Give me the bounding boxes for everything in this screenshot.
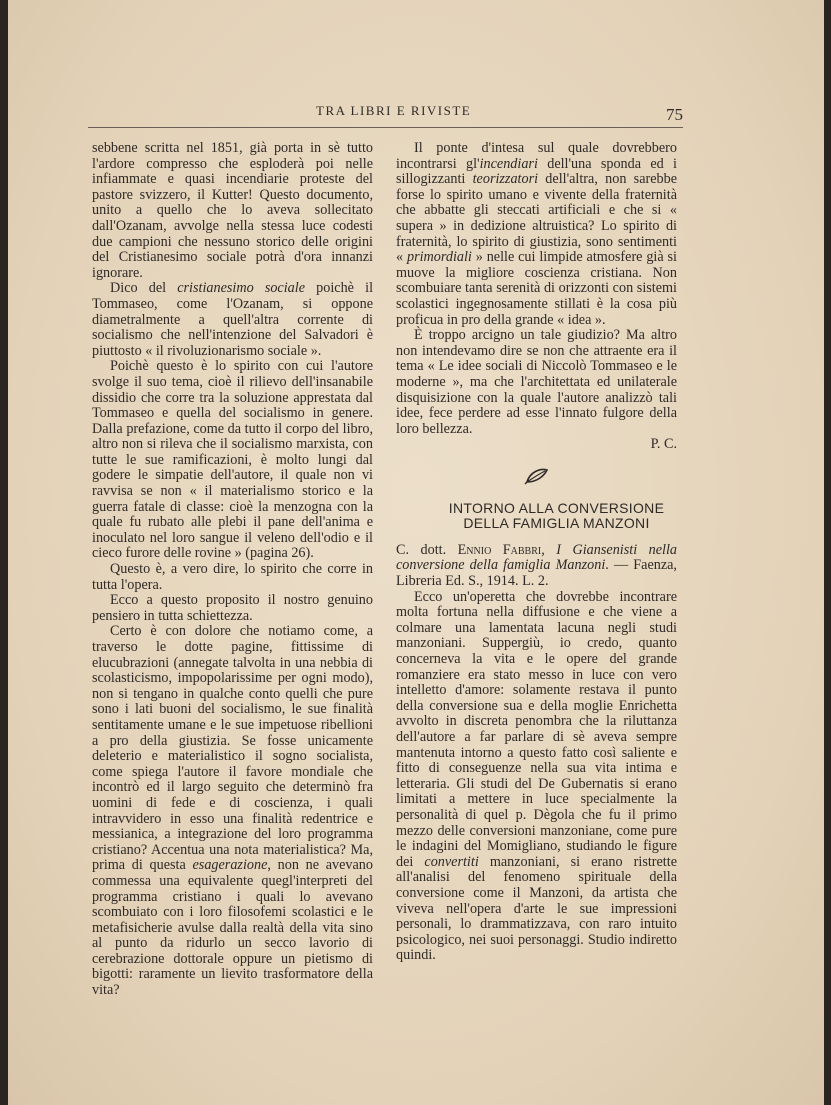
paragraph: Dico del cristianesimo sociale poichè il Tommaseo, come l'Ozanam, si oppone diametralmente a quell'altra corrente di socialismo che nell'intenzione del Salvadori è piuttosto « il rivoluzionarismo sociale ».: [92, 280, 374, 359]
italic-phrase: teorizzatori: [472, 171, 539, 188]
paragraph: sebbene scritta nel 1851, già porta in sè tutto l'ardore compresso che esploderà poi nelle infiammate e quasi incendiarie proteste del pastore svizzero, il Kutter! Questo documento, unito a quello che lo aveva sollecitato dall'Ozanam, avvolge nella stessa luce codesti due campioni che nessuno storico delle origini del Cristianesimo sociale potrà d'ora innanzi ignorare.: [92, 140, 373, 281]
running-title: TRA LIBRI E RIVISTE: [316, 103, 472, 118]
citation-title: I Giansenisti nella conversione della famiglia Manzoni: [396, 541, 677, 574]
paragraph: Ecco un'operetta che dovrebbe incontrare molta fortuna nella diffusione e che viene a colmare una lamentata lacuna negli studi manzoniani. Suppergiù, io credo, quanto concerneva la vita e le opere del grande romanziere era stato messo in luce con vero intelletto d'amore: solamente restava il punto della conversione sua e della moglie Enrichetta avvolto in discreta penombra che la riluttanza dell'autore a far parlare di sè aveva sempre mantenuta intorno a questo fatto così saliente e fitto di conseguenze nella sua vita intima e letteraria. Gli studi del De Gubernatis si erano limitati a mettere in luce specialmente la personalità di quel p. Dègola che fu il primo mezzo delle conversioni manzoniane, come pure le indagini del Momigliano, studiando le figure dei convertiti manzoniani, si erano ristrette all'analisi del fenomeno spirituale della conversione come il Manzoni, da artista che viveva nell'opera d'arte le sue impressioni personali, lo drammatizzava, con raro intuito psicologico, nei suoi personaggi. Studio indiretto quindi.: [396, 588, 677, 964]
right-column: [396, 141, 677, 964]
citation-author: Ennio Fabbri: [457, 541, 542, 558]
paragraph: Questo è, a vero dire, lo spirito che corre in tutta l'opera.: [92, 561, 373, 593]
article-title-line: INTORNO ALLA CONVERSIONE: [448, 499, 665, 516]
italic-phrase: cristianesimo sociale: [177, 280, 306, 297]
paragraph: Il ponte d'intesa sul quale dovrebbero incontrarsi gl'incendiari dell'una sponda ed i sillogizzanti teorizzatori dell'altra, non sarebbe forse lo spirito umano e vivente della fraternità che abbatte gli steccati artificiali e che si « supera » in dedizione altruistica? Lo spirito di fraternità, lo spirito di giustizia, sono sentimenti « primordiali » nelle cui limpide atmosfere già si muove la migliore coscienza cristiana. Non scombuiare tanta serenità di orizzonti con sistemi scolastici ingegnosamente stillati è la cosa più proficua in pro della grande « idea ».: [396, 140, 678, 328]
bibliographic-citation: C. dott. Ennio Fabbri, I Giansenisti nella conversione della famiglia Manzoni. — Faenza, Libreria Ed. S., 1914. L. 2.: [396, 541, 677, 590]
italic-phrase: convertiti: [424, 853, 479, 870]
paragraph: Certo è con dolore che notiamo come, a traverso le dotte pagine, fittissime di elucubrazioni (annegate talvolta in una nebbia di scolasticismo, impopolarissime per ogni modo), non si tengano in qualche conto quelli che pure sono i lati buoni del socialismo, le sue finalità sentitamente umane e le sue impetuose ribellioni a pro della giustizia. Se fosse unicamente deleterio e materialistico il sogno socialista, come spiega l'autore il favore mondiale che incontrò ed il largo seguito che determinò fra uomini di fede e di coscienza, i quali intravvidero in esso una finalità redentrice e messianica, a integrazione del loro programma cristiano? Accentua una nota materialistica? Ma, prima di questa esagerazione, non ne avevano commessa una equivalente quegl'interpreti del programma cristiano i quali lo avevano scombuiato con i loro filosofemi scolastici e le metafisicherie avulse dalla realtà della vita sino al punto da ridurlo un secco lavorio di cerebrazione dottorale oppure un pietismo di bigotti: raramente un lievito trasformatore della vita?: [92, 623, 373, 999]
paragraph: Poichè questo è lo spirito con cui l'autore svolge il suo tema, cioè il rilievo dell'insanabile dissidio che corre tra la soluzione apprestata dal Tommaseo e quella del socialismo in genere. Dalla prefazione, come da tutto il corpo del libro, altro non si rileva che il socialismo marxista, con tutte le sue ramificazioni, è molto lungi dal godere le simpatie dell'autore, il quale non vi ravvisa se non « il materialismo storico e la guerra fatale di classe: cioè la menzogna con la quale fu rubato alle plebi il pane dell'anima e inoculato nel loro sangue il veleno dell'odio e il cieco furore delle rovine » (pagina 26).: [92, 358, 373, 562]
paragraph: È troppo arcigno un tale giudizio? Ma altro non intendevamo dire se non che attraente era il tema « Le idee sociali di Niccolò Tommaseo e le moderne », ma che l'architettata ed unilaterale disquisizione con la quale l'autore analizzò tali idee, fece perdere ad esse l'innato fulgore della loro bellezza.: [396, 327, 677, 437]
leaf-ornament-svg: [524, 467, 550, 485]
article-title: [396, 501, 677, 531]
article-title-line: DELLA FAMIGLIA MANZONI: [463, 514, 650, 531]
italic-phrase: esagerazione: [192, 857, 268, 874]
signature-line: [396, 437, 677, 453]
italic-phrase: incendiari: [479, 155, 538, 172]
signature: P. C.: [650, 436, 677, 453]
leaf-ornament-icon: [396, 467, 677, 489]
running-header: [88, 103, 683, 128]
paragraph: Ecco a questo proposito il nostro genuino pensiero in tutta schiettezza.: [92, 592, 373, 624]
page-number: 75: [666, 105, 683, 124]
book-page: [8, 0, 824, 1105]
left-column: [92, 141, 373, 999]
italic-phrase: primordiali: [406, 249, 472, 266]
